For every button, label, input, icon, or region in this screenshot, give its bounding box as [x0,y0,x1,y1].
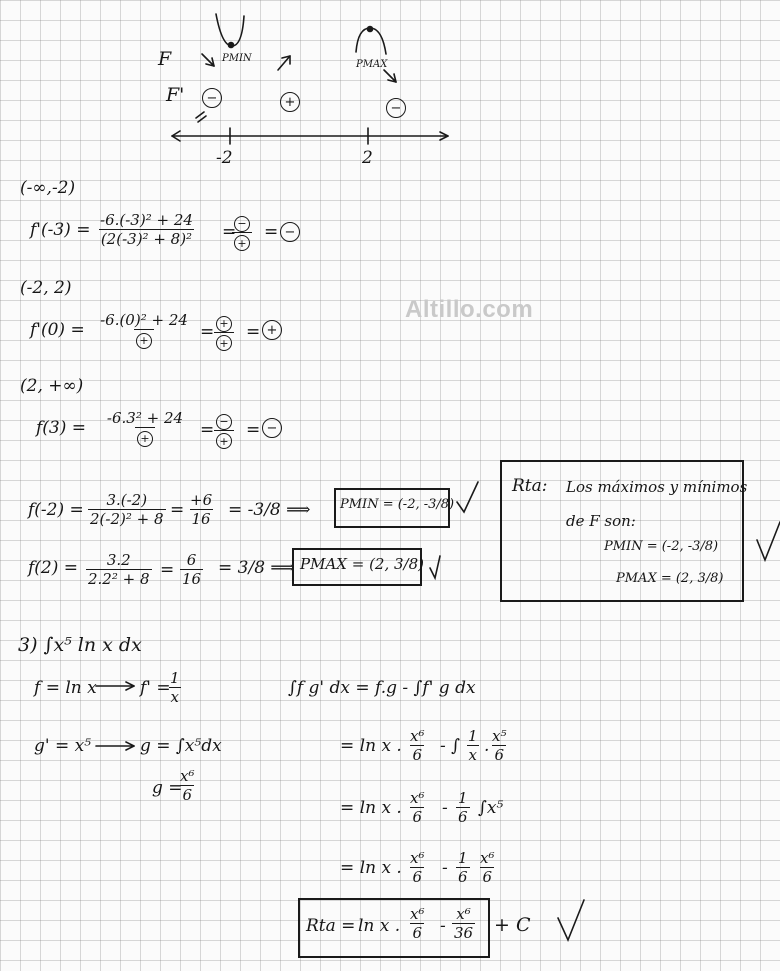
f-label: F [158,48,172,70]
tick-label-right: 2 [362,148,373,168]
pmin-label: PMIN [222,53,252,64]
fm2-lhs: f(-2) = [28,500,84,520]
f2-result: = 3/8 ⟹ [218,558,295,578]
eq2-fraction: -6.(0)² + 24 + [100,311,188,348]
sign-positive: + [280,92,300,112]
interval-2: (-2, 2) [20,278,72,298]
sign-negative-2: − [386,98,406,118]
fm2-result: = -3/8 ⟹ [228,500,311,520]
g-result-lhs: g = [152,778,183,798]
problem3-title: 3) ∫x⁵ ln x dx [18,634,142,656]
interval-3: (2, +∞) [20,376,84,396]
pmin-result: PMIN = (-2, -3/8) [340,497,455,512]
interval-1: (-∞,-2) [20,178,76,198]
g-result-fraction: $\frac{\text{x⁶}}{6}$ [180,767,195,805]
f-def: f = ln x [34,678,97,698]
eq3-lhs: f(3) = [36,418,87,438]
eq1-fraction: $\frac{\text{-6.(-3)² + 24}}{\text{(2(-3)² + 8)²}}$ [100,211,193,249]
plus-c: + C [494,914,531,936]
eq2-result-sign: + [262,320,282,340]
sign-negative-1: − [202,88,222,108]
answer-label: Rta: [512,476,548,496]
answer-text-1: Los máximos y mínimos [566,478,748,496]
fprime-lhs: f' = [140,678,171,698]
eq3-result-sign: − [262,418,282,438]
eq3-sign-fraction: − + [214,412,234,449]
pmax-label: PMAX [356,59,388,70]
final-answer-label: Rta = [306,916,356,936]
fm2-fraction-2: $\frac{+6}{16}$ [190,491,213,529]
answer-pmax: PMAX = (2, 3/8) [616,571,724,586]
g-def: g' = x⁵ [34,736,92,756]
f2-fraction-1: $\frac{3.2}{\text{2.2² + 8}}$ [88,551,150,589]
answer-pmin: PMIN = (-2, -3/8) [604,539,719,554]
fprime-label: F' [166,84,185,106]
f2-fraction-2: $\frac{6}{16}$ [182,551,202,589]
parts-formula: ∫f g' dx = f.g - ∫f' g dx [288,678,476,698]
eq1-sign-fraction: − + [232,214,252,251]
eq2-lhs: f'(0) = [30,320,85,340]
pmax-result: PMAX = (2, 3/8) [300,555,424,573]
eq1-result-sign: − [280,222,300,242]
notebook-page: Altillo.com F F' PMIN PMAX − + − -2 2 (-∞,-2) f'(-3) = $\frac{\text{-6.(-3)² + 24}}{\text{(2(-3)² + 8)²}}$ = − + = − (-2, 2) f'(0) = -6.(0)² + 24 + = + + = + (2, +∞) f(3) = -6.3² + 24 + = − + = − f(-2) = $\frac{3.(-2)}{\text{2(-2)² + 8}}$ = $\frac{+6}{16}$ = -3/8 ⟹ PMIN = (-2, -3/8) f(2) = $\frac{3.2}{\text{2.2² + 8}}$ = $\frac{6}{16}$ = 3/8 ⟹ PMAX = (2, 3/8) Rta: Los máximos y mínimos de F son: PMIN = (-2, -3/8) PMAX = (2, 3/8) 3) ∫x⁵ ln x dx f = ln x f' = $\frac{1}{x}$ g' = x⁵ g = ∫x⁵dx g = $\frac{\text{x⁶}}{6}$ ∫f g' dx = f.g - ∫f' g dx = ln x . $\frac{\text{x⁶}}{6}$ - ∫ $\frac{1}{x}$ . $\frac{\text{x⁵}}{6}$ = ln x . $\frac{\text{x⁶}}{6}$ - $\frac{1}{6}$ ∫x⁵ = ln x . $\frac{\text{x⁶}}{6}$ - $\frac{1}{6}$ $\frac{\text{x⁶}}{6}$ Rta = ln x . $\frac{\text{x⁶}}{6}$ - $\frac{\text{x⁶}}{36}$ + C [0,0,780,971]
watermark: Altillo.com [405,296,534,323]
fm2-fraction-1: $\frac{3.(-2)}{\text{2(-2)² + 8}}$ [90,491,164,529]
eq3-fraction: -6.3² + 24 + [106,409,184,446]
f2-lhs: f(2) = [28,558,79,578]
answer-text-2: de F son: [566,512,636,530]
g-integral: g = ∫x⁵dx [140,736,222,756]
eq2-sign-fraction: + + [214,314,234,351]
tick-label-left: -2 [216,148,233,168]
eq1-lhs: f'(-3) = [30,220,91,240]
fprime-fraction: $\frac{1}{x}$ [170,669,180,707]
